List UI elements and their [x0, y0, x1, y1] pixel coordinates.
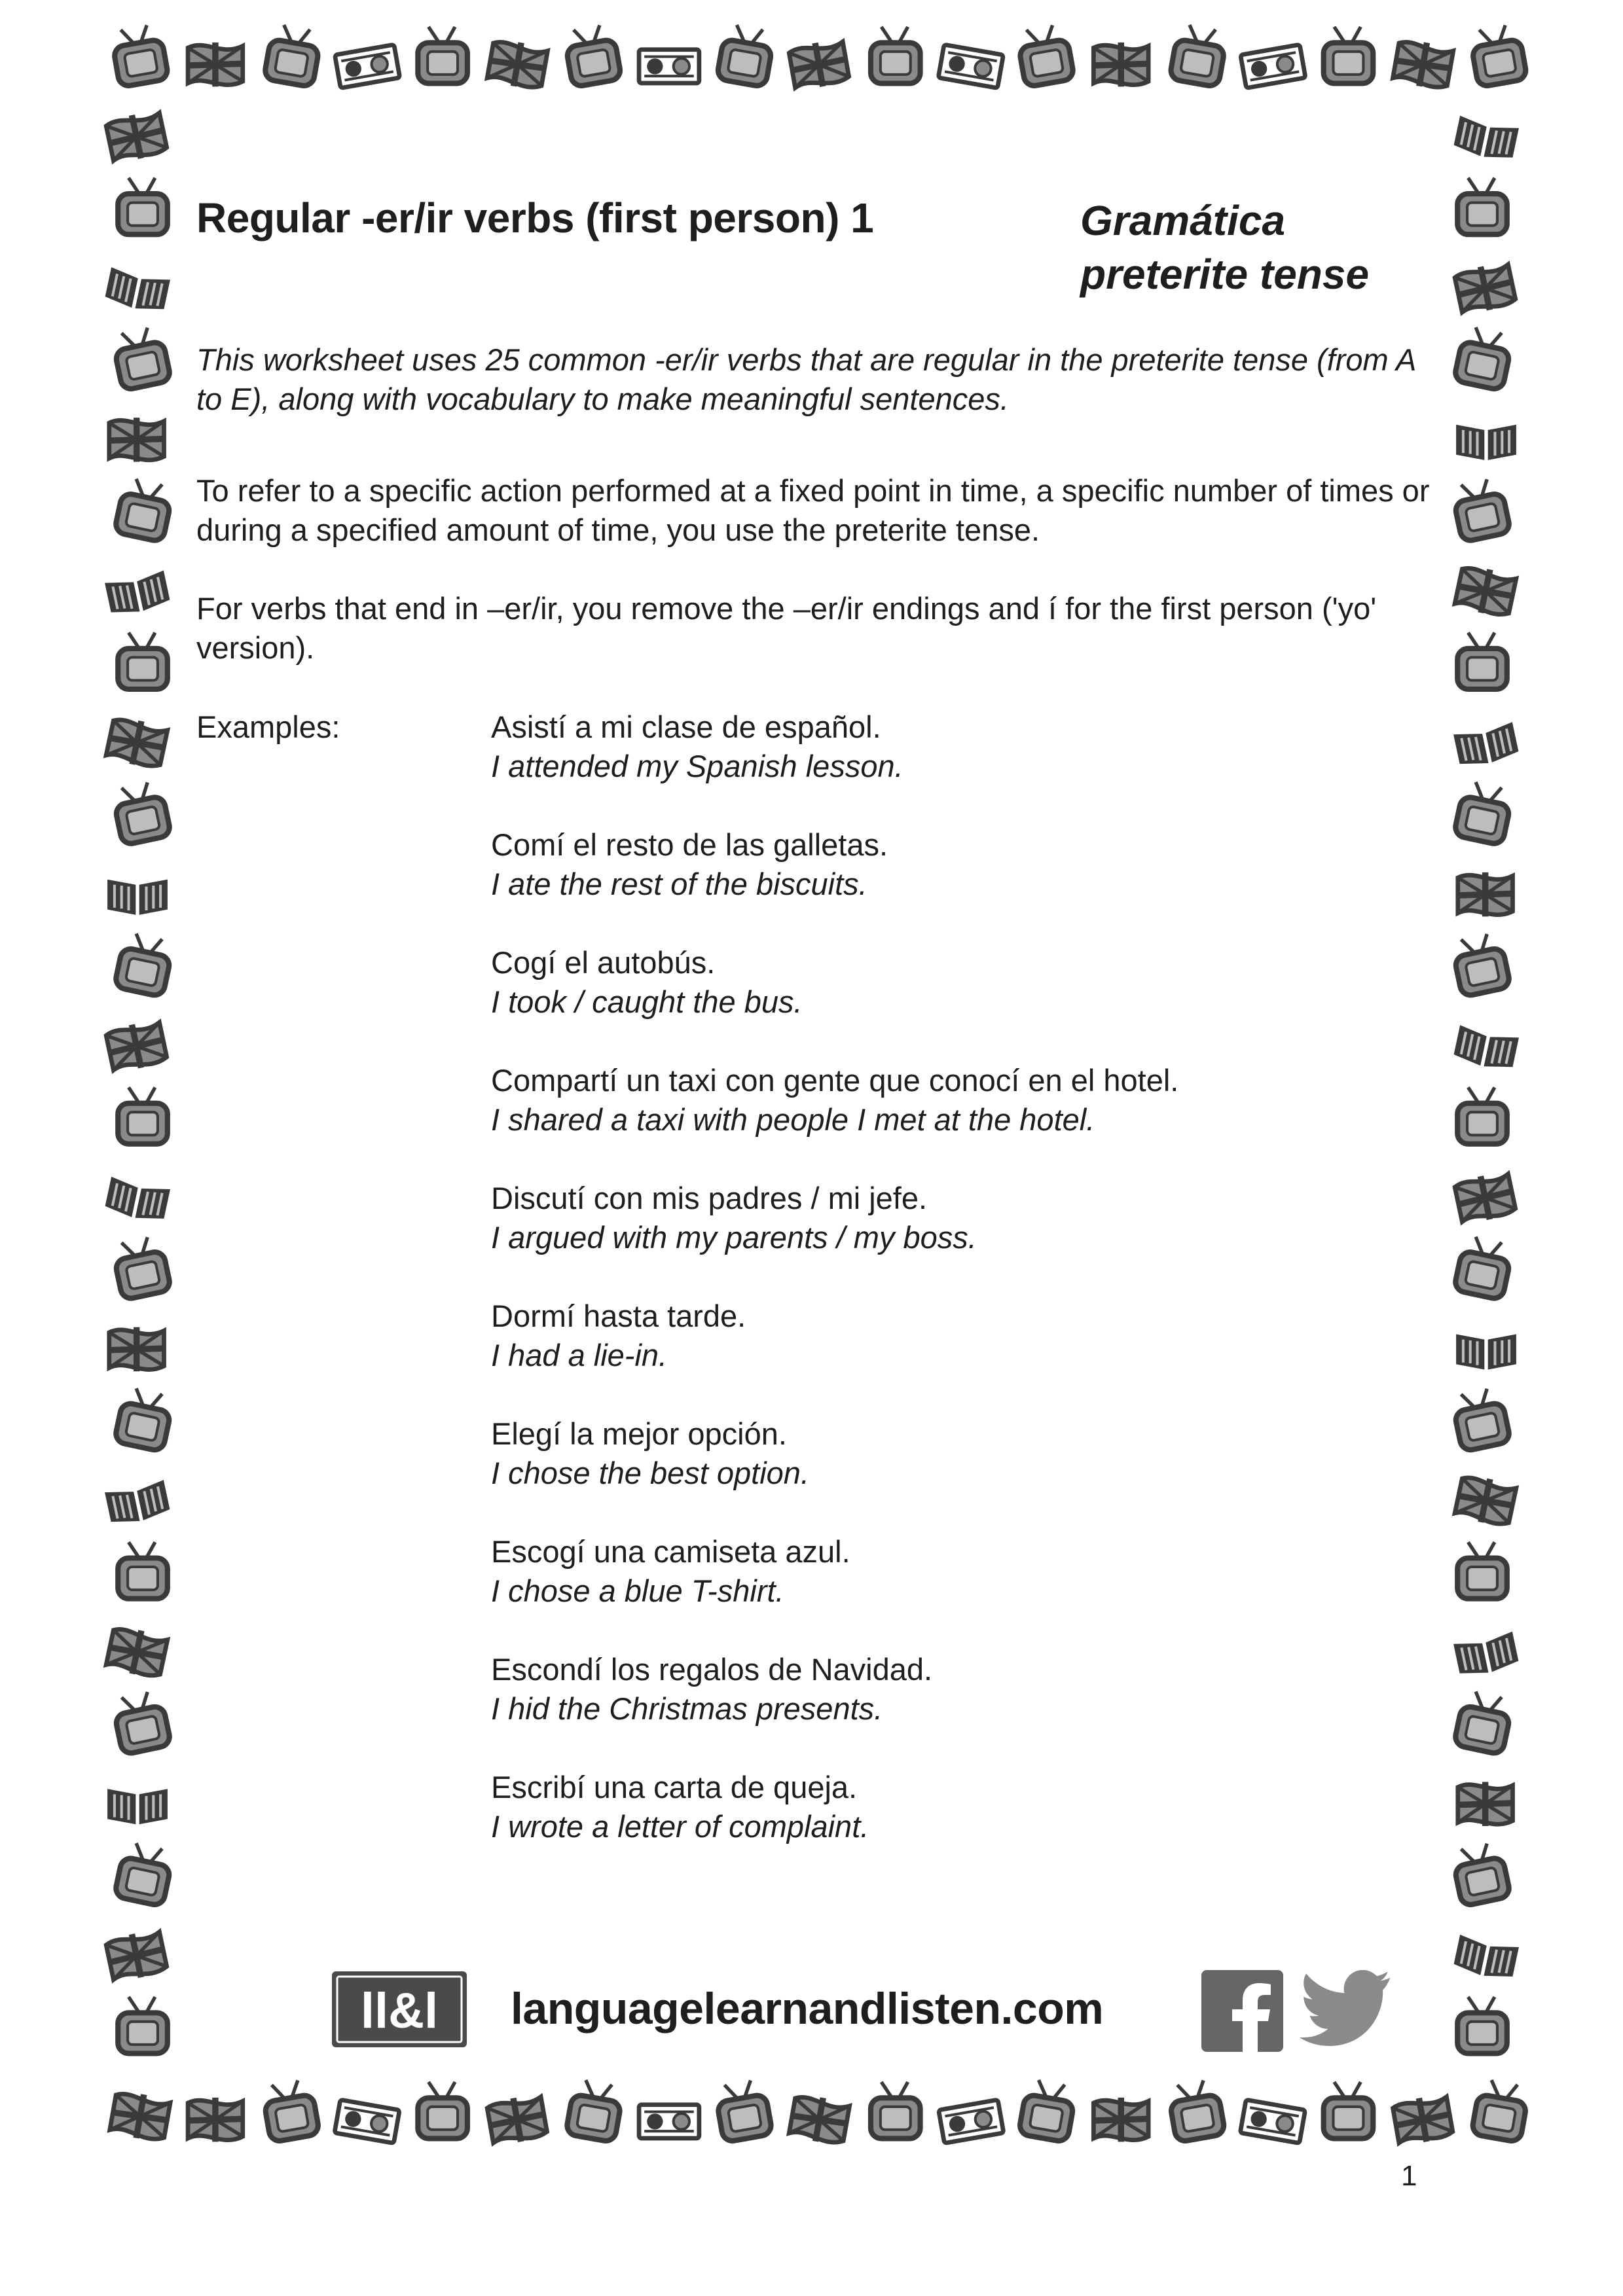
example-english: I ate the rest of the biscuits.	[491, 867, 867, 901]
flag-icon	[788, 38, 850, 91]
examples-list	[491, 708, 1440, 1886]
television-icon	[1453, 780, 1514, 846]
flag-icon	[105, 1928, 168, 1982]
example-item	[491, 943, 1440, 1061]
example-item	[491, 1768, 1440, 1886]
television-icon	[1018, 2078, 1076, 2142]
television-icon	[111, 1689, 172, 1755]
television-icon	[264, 23, 322, 87]
television-icon	[1453, 1689, 1514, 1755]
book-icon	[1453, 1632, 1520, 1679]
television-icon	[714, 2078, 773, 2142]
example-item	[491, 1650, 1440, 1768]
flag-icon	[188, 2098, 243, 2142]
example-spanish: Escogí una camiseta azul.	[491, 1534, 850, 1569]
book-icon	[1456, 425, 1516, 460]
flag-icon	[109, 2090, 171, 2143]
facebook-icon[interactable]	[1201, 1970, 1283, 2052]
book-icon	[1453, 722, 1520, 769]
flag-icon	[109, 1327, 164, 1371]
television-icon	[1016, 23, 1074, 87]
flag-icon	[1453, 1170, 1516, 1225]
example-item	[491, 825, 1440, 943]
book-icon	[1453, 1025, 1519, 1072]
flag-icon	[1458, 872, 1513, 917]
example-item	[491, 1179, 1440, 1297]
flag-icon	[1093, 43, 1148, 86]
intro-paragraph: This worksheet uses 25 common -er/ir verbs that are regular in the preterite tense (from A to E), along with vocabulary to make meaningful sentences.	[196, 342, 1415, 416]
television-icon	[1457, 1087, 1507, 1143]
television-icon	[111, 1234, 172, 1300]
ll-and-l-logo[interactable]	[331, 1970, 468, 2049]
example-item	[491, 1532, 1440, 1650]
television-icon	[114, 931, 174, 997]
book-icon	[105, 1480, 171, 1527]
television-icon	[1167, 2078, 1225, 2142]
flag-icon	[1392, 2093, 1453, 2146]
television-icon	[1451, 1841, 1511, 1907]
television-icon	[118, 1087, 168, 1143]
television-icon	[111, 780, 172, 846]
television-icon	[1451, 1386, 1511, 1452]
example-spanish: Escribí una carta de queja.	[491, 1770, 858, 1804]
example-item	[491, 708, 1440, 825]
television-icon	[1451, 476, 1511, 542]
flag-icon	[105, 1019, 168, 1073]
example-english: I argued with my parents / my boss.	[491, 1220, 977, 1255]
flag-icon	[105, 715, 168, 770]
banknote-icon	[335, 2100, 399, 2143]
book-icon	[104, 1177, 170, 1224]
rule-paragraph: For verbs that end in –er/ir, you remove the –er/ir endings and í for the first person ('yo' version).	[196, 591, 1377, 665]
flag-icon	[1393, 38, 1454, 91]
example-english: I attended my Spanish lesson.	[491, 749, 903, 783]
television-icon	[871, 2082, 921, 2138]
flag-icon	[1453, 261, 1516, 315]
television-icon	[1457, 1542, 1507, 1598]
television-icon	[261, 2078, 319, 2142]
example-spanish: Asistí a mi clase de español.	[491, 709, 881, 744]
television-icon	[110, 23, 168, 87]
television-icon	[114, 1386, 174, 1452]
television-icon	[114, 1841, 174, 1907]
television-icon	[118, 1542, 168, 1598]
television-icon	[418, 2082, 467, 2138]
example-english: I hid the Christmas presents.	[491, 1691, 883, 1726]
example-spanish: Elegí la mejor opción.	[491, 1416, 787, 1451]
flag-icon	[486, 38, 548, 91]
television-icon	[716, 23, 775, 87]
example-spanish: Compartí un taxi con gente que conocí en el hotel.	[491, 1063, 1179, 1098]
television-icon	[1468, 23, 1527, 87]
subject-line-2: preterite tense	[1080, 251, 1370, 298]
book-icon	[105, 570, 171, 617]
television-icon	[114, 476, 174, 542]
television-icon	[563, 23, 621, 87]
example-english: I chose the best option.	[491, 1456, 809, 1490]
example-english: I took / caught the bus.	[491, 984, 803, 1019]
website-link[interactable]: languagelearnandlisten.com	[511, 1984, 1104, 2034]
example-english: I chose a blue T-shirt.	[491, 1573, 784, 1608]
flag-icon	[105, 1625, 168, 1679]
flag-icon	[486, 2093, 548, 2146]
example-spanish: Comí el resto de las galletas.	[491, 827, 888, 862]
banknote-icon	[1240, 2100, 1305, 2143]
television-icon	[418, 27, 467, 83]
example-spanish: Escondí los regalos de Navidad.	[491, 1652, 933, 1687]
television-icon	[1453, 1234, 1514, 1300]
subject-heading	[1080, 194, 1369, 301]
banknote-icon	[938, 45, 1003, 88]
example-spanish: Discutí con mis padres / mi jefe.	[491, 1181, 928, 1215]
flag-icon	[1454, 564, 1517, 618]
television-icon	[566, 2078, 624, 2142]
television-icon	[1457, 633, 1507, 689]
example-spanish: Cogí el autobús.	[491, 945, 716, 980]
banknote-icon	[1241, 45, 1305, 88]
television-icon	[1169, 23, 1228, 87]
flag-icon	[105, 109, 168, 164]
television-icon	[118, 633, 168, 689]
banknote-icon	[639, 2105, 699, 2138]
television-icon	[118, 1997, 168, 2053]
explanation-paragraph: To refer to a specific action performed at a fixed point in time, a specific number of times or during a specified amount of time, you use the preterite tense.	[196, 473, 1430, 547]
example-item	[491, 1414, 1440, 1532]
flag-icon	[788, 2093, 850, 2146]
banknote-icon	[335, 45, 399, 88]
subject-line-1: Gramática	[1080, 197, 1286, 244]
flag-icon	[1454, 1473, 1517, 1528]
example-english: I shared a taxi with people I met at the hotel.	[491, 1102, 1095, 1137]
television-icon	[111, 325, 172, 391]
example-english: I had a lie-in.	[491, 1338, 668, 1372]
television-icon	[1324, 27, 1374, 83]
example-english: I wrote a letter of complaint.	[491, 1809, 869, 1844]
book-icon	[107, 1789, 168, 1824]
twitter-icon[interactable]	[1300, 1970, 1391, 2052]
logo-text: ll&l	[360, 1983, 439, 2039]
television-icon	[1453, 325, 1514, 391]
book-icon	[107, 880, 168, 915]
television-icon	[118, 178, 168, 234]
examples-label: Examples:	[196, 709, 340, 744]
example-item	[491, 1061, 1440, 1179]
banknote-icon	[639, 50, 699, 83]
example-item	[491, 1297, 1440, 1414]
page-title: Regular -er/ir verbs (first person) 1	[196, 194, 874, 242]
television-icon	[1451, 931, 1511, 997]
flag-icon	[188, 43, 243, 86]
television-icon	[1324, 2082, 1374, 2138]
book-icon	[1453, 116, 1519, 163]
television-icon	[1457, 178, 1507, 234]
book-icon	[1453, 1935, 1519, 1982]
flag-icon	[109, 418, 164, 462]
flag-icon	[1093, 2098, 1148, 2142]
television-icon	[871, 27, 921, 83]
example-spanish: Dormí hasta tarde.	[491, 1299, 746, 1333]
page-number: 1	[1401, 2160, 1417, 2192]
television-icon	[1471, 2078, 1529, 2142]
television-icon	[1457, 1997, 1507, 2053]
banknote-icon	[939, 2100, 1004, 2143]
flag-icon	[1458, 1782, 1513, 1827]
book-icon	[1456, 1335, 1516, 1370]
book-icon	[104, 267, 170, 314]
